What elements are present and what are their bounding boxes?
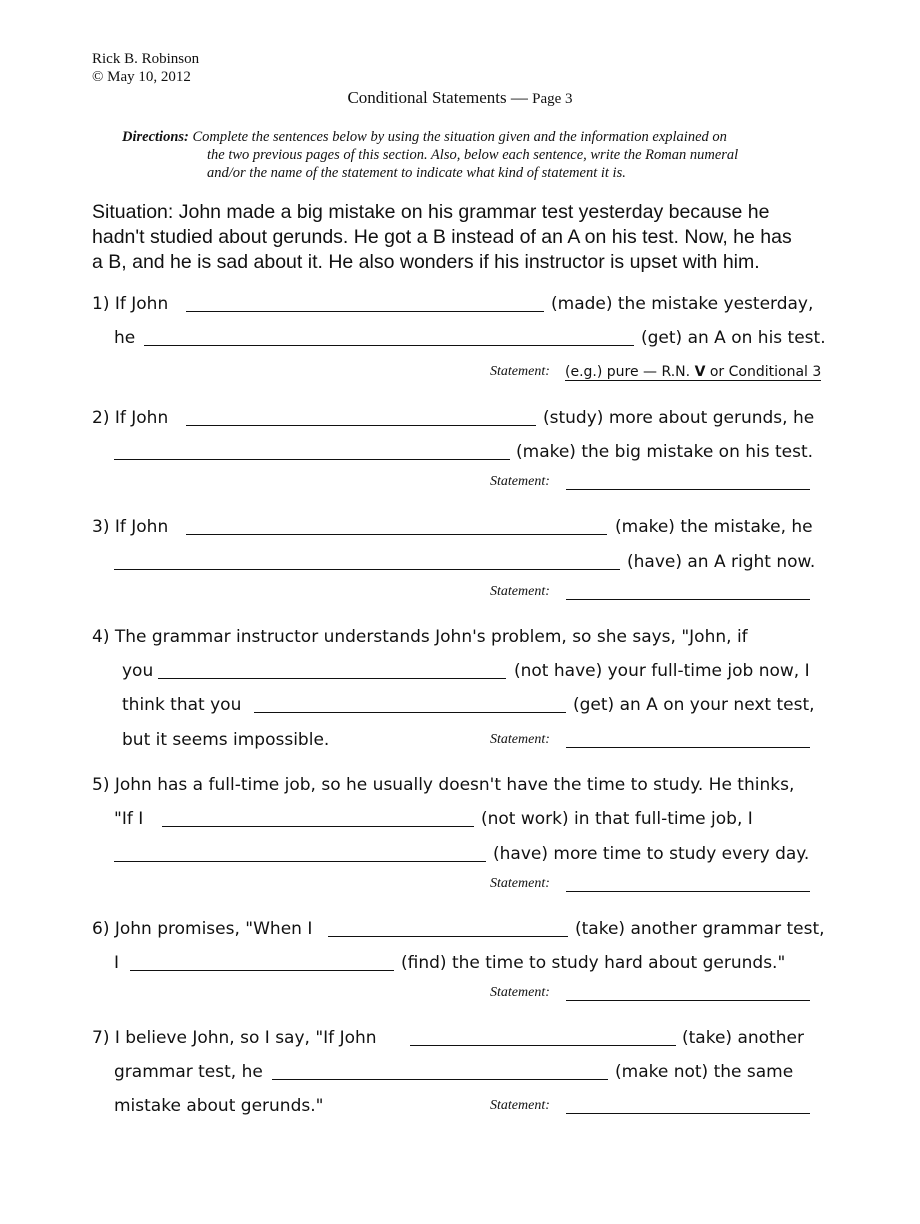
q7-line-1 bbox=[0, 1028, 920, 1052]
example-post: or Conditional 3 bbox=[709, 364, 822, 380]
example-numeral: V bbox=[694, 364, 706, 380]
q5-text-b: "If I bbox=[114, 809, 144, 829]
q7-text-d: (make not) the same bbox=[615, 1062, 794, 1082]
q3-text-a: 3) If John bbox=[92, 517, 169, 537]
example-pre: (e.g.) pure — R.N. bbox=[565, 364, 691, 380]
directions-line-2: the two previous pages of this section. Also, below each sentence, write the Roman numeral bbox=[207, 147, 739, 163]
directions-label: Directions: bbox=[122, 129, 189, 145]
q5-line-2 bbox=[0, 809, 920, 833]
q4-blank-2[interactable] bbox=[254, 712, 566, 713]
q5-statement-label: Statement: bbox=[490, 876, 550, 891]
q3-text-b: (make) the mistake, he bbox=[615, 517, 813, 537]
q6-blank-1[interactable] bbox=[328, 936, 568, 937]
q4-text-f: but it seems impossible. bbox=[122, 730, 330, 750]
q4-line-3 bbox=[0, 695, 920, 719]
q5-blank-1[interactable] bbox=[162, 826, 474, 827]
q1-text-b: (made) the mistake yesterday, bbox=[551, 294, 814, 314]
q1-text-a: 1) If John bbox=[92, 294, 169, 314]
q6-text-b: (take) another grammar test, bbox=[575, 919, 825, 939]
q4-text-e: (get) an A on your next test, bbox=[573, 695, 815, 715]
q4-statement-blank[interactable] bbox=[566, 747, 810, 748]
q7-blank-1[interactable] bbox=[410, 1045, 676, 1046]
q5-blank-2[interactable] bbox=[114, 861, 486, 862]
q4-blank-1[interactable] bbox=[158, 678, 506, 679]
q6-line-1 bbox=[0, 919, 920, 943]
q2-text-b: (study) more about gerunds, he bbox=[543, 408, 815, 428]
q1-blank-2[interactable] bbox=[144, 345, 634, 346]
q4-line-1 bbox=[0, 627, 920, 651]
q1-text-c: he bbox=[114, 328, 136, 348]
q4-text-a: 4) The grammar instructor understands John's problem, so she says, "John, if bbox=[92, 627, 748, 647]
author-block bbox=[92, 50, 199, 86]
q1-line-2 bbox=[0, 328, 920, 352]
page-title bbox=[0, 88, 920, 108]
q3-statement-label: Statement: bbox=[490, 584, 550, 599]
q7-line-2 bbox=[0, 1062, 920, 1086]
q1-text-d: (get) an A on his test. bbox=[641, 328, 826, 348]
situation bbox=[92, 200, 852, 275]
q2-line-2 bbox=[0, 442, 920, 466]
situation-line-2: hadn't studied about gerunds. He got a B instead of an A on his test. Now, he has bbox=[92, 226, 792, 248]
q2-text-c: (make) the big mistake on his test. bbox=[516, 442, 814, 462]
q6-text-d: (find) the time to study hard about gerunds." bbox=[401, 953, 786, 973]
q2-text-a: 2) If John bbox=[92, 408, 169, 428]
q1-line-1 bbox=[0, 294, 920, 318]
q4-line-2 bbox=[0, 661, 920, 685]
q5-text-a: 5) John has a full-time job, so he usually doesn't have the time to study. He thinks, bbox=[92, 775, 795, 795]
q2-blank-2[interactable] bbox=[114, 459, 510, 460]
q5-text-d: (have) more time to study every day. bbox=[493, 844, 810, 864]
q6-line-2 bbox=[0, 953, 920, 977]
q6-text-a: 6) John promises, "When I bbox=[92, 919, 313, 939]
situation-line-1: Situation: John made a big mistake on his grammar test yesterday because he bbox=[92, 201, 770, 223]
q5-line-3 bbox=[0, 844, 920, 868]
q6-text-c: I bbox=[114, 953, 120, 973]
q7-statement-label: Statement: bbox=[490, 1098, 550, 1113]
page-number: Page 3 bbox=[532, 91, 573, 107]
q5-line-1 bbox=[0, 775, 920, 799]
q7-text-c: grammar test, he bbox=[114, 1062, 263, 1082]
q4-text-d: think that you bbox=[122, 695, 242, 715]
q3-statement-blank[interactable] bbox=[566, 599, 810, 600]
q4-line-4 bbox=[0, 730, 920, 754]
q7-blank-2[interactable] bbox=[272, 1079, 608, 1080]
q3-line-2 bbox=[0, 552, 920, 576]
q1-statement-example bbox=[565, 364, 821, 381]
q7-text-e: mistake about gerunds." bbox=[114, 1096, 324, 1116]
q7-statement-blank[interactable] bbox=[566, 1113, 810, 1114]
q4-statement-label: Statement: bbox=[490, 732, 550, 747]
q1-blank-1[interactable] bbox=[186, 311, 544, 312]
q2-statement-blank[interactable] bbox=[566, 489, 810, 490]
q7-line-3 bbox=[0, 1096, 920, 1120]
directions bbox=[122, 128, 822, 182]
q6-statement-label: Statement: bbox=[490, 985, 550, 1000]
directions-line-3: and/or the name of the statement to indicate what kind of statement it is. bbox=[207, 165, 626, 181]
copyright-date: © May 10, 2012 bbox=[92, 69, 191, 85]
situation-line-3: a B, and he is sad about it. He also wonders if his instructor is upset with him. bbox=[92, 251, 760, 273]
q7-text-b: (take) another bbox=[682, 1028, 804, 1048]
q3-blank-1[interactable] bbox=[186, 534, 607, 535]
q6-blank-2[interactable] bbox=[130, 970, 394, 971]
q6-statement-blank[interactable] bbox=[566, 1000, 810, 1001]
q3-line-1 bbox=[0, 517, 920, 541]
q7-text-a: 7) I believe John, so I say, "If John bbox=[92, 1028, 377, 1048]
author-name: Rick B. Robinson bbox=[92, 51, 200, 67]
q2-statement-label: Statement: bbox=[490, 474, 550, 489]
q5-text-c: (not work) in that full-time job, I bbox=[481, 809, 753, 829]
q5-statement-blank[interactable] bbox=[566, 891, 810, 892]
directions-line-1: Complete the sentences below by using the situation given and the information explained on bbox=[192, 129, 727, 145]
q3-blank-2[interactable] bbox=[114, 569, 620, 570]
q3-text-c: (have) an A right now. bbox=[627, 552, 816, 572]
q2-blank-1[interactable] bbox=[186, 425, 536, 426]
q4-text-b: you bbox=[122, 661, 154, 681]
q1-statement-label: Statement: bbox=[490, 364, 550, 379]
title-text: Conditional Statements — bbox=[347, 88, 528, 107]
q4-text-c: (not have) your full-time job now, I bbox=[514, 661, 810, 681]
q2-line-1 bbox=[0, 408, 920, 432]
